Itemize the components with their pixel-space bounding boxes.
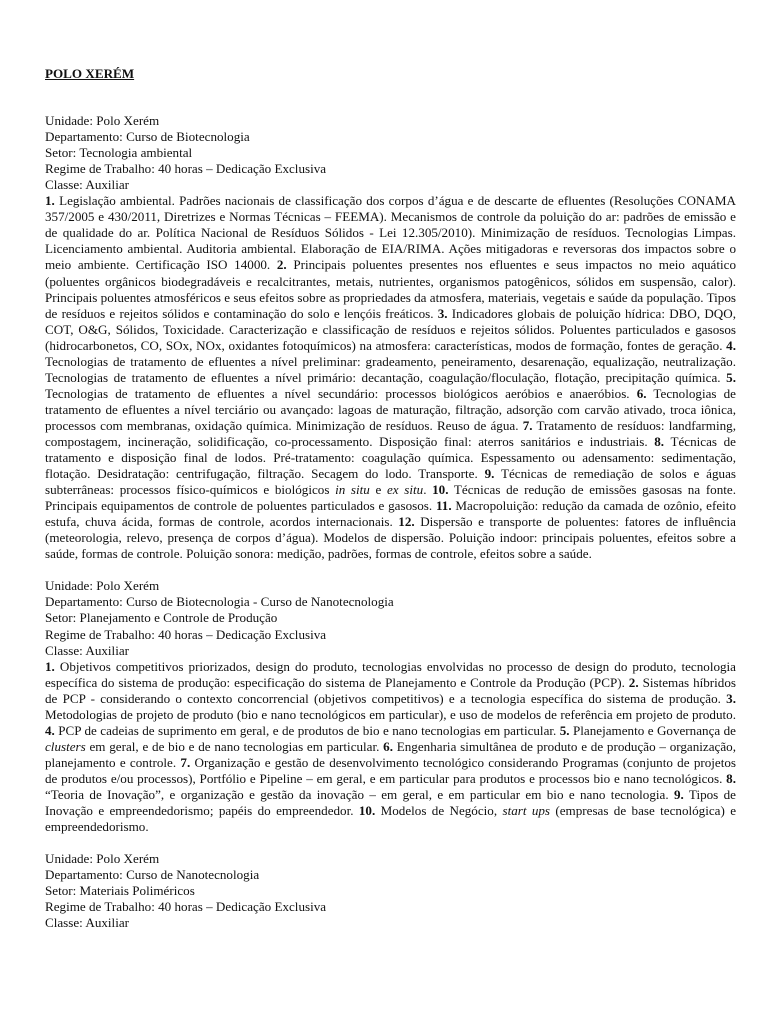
item-text: Engenharia simultânea de produto e de produção – organização, planejamento e controle. <box>45 738 736 770</box>
item-number: 7. <box>180 754 191 770</box>
item-text: Principais poluentes presentes nos efluentes e seus impactos no meio aquático (poluentes orgânicos biodegradáveis e recalcitrantes, metais, nutrientes, organismos patogênicos, sólidos em suspensão, calor). Principais poluentes atmosféricos e seus efeitos sobre as propriedades da atmosfera, materiais, vegetais e saúde da população. Tipos de resíduos e rejeitos sólidos e contaminação do solo e lençóis freáticos. <box>45 257 736 321</box>
position-block-1 <box>45 113 736 562</box>
item-text: Planejamento e Governança de <box>569 722 736 738</box>
item-text: Tecnologias de tratamento de efluentes a nível preliminar: gradeamento, peneiramento, desarenação, equalização, neutralização. Tecnologias de tratamento de efluentes a nível primário: decantação, coagulação/floculação, flotação, precipitação química. <box>45 353 736 385</box>
item-text: Tratamento de resíduos: landfarming, compostagem, incineração, solidificação, co-processamento. Disposição final: aterros sanitários e industriais. <box>45 417 736 449</box>
item-number: 6. <box>636 385 647 401</box>
classe-line: Classe: Auxiliar <box>45 642 130 658</box>
regime-line: Regime de Trabalho: 40 horas – Dedicação Exclusiva <box>45 626 327 642</box>
item-number: 3. <box>726 690 736 706</box>
item-text: Tecnologias de tratamento de efluentes a nível terciário ou avançado: lagoas de maturação, filtração, adsorção com carvão ativado, troca iônica, processos com membranas, oxidação química. Minimização de resíduos. Reuso de água. <box>45 385 736 433</box>
item-text: e <box>369 482 387 498</box>
departamento-line: Departamento: Curso de Nanotecnologia <box>45 867 260 883</box>
item-number: 4. <box>726 337 736 353</box>
item-text: Técnicas de remediação de solos e águas subterrâneas: processos físico-químicos e biológicos <box>45 466 736 498</box>
unidade-line: Unidade: Polo Xerém <box>45 113 160 129</box>
unidade-line: Unidade: Polo Xerém <box>45 851 160 867</box>
regime-line: Regime de Trabalho: 40 horas – Dedicação Exclusiva <box>45 899 327 915</box>
item-text: Tipos de Inovação e empreendedorismo; papéis do empreendedor. <box>45 786 736 819</box>
item-text: Organização e gestão de desenvolvimento tecnológico considerando Programas (conjunto de projetos de produtos e/ou processos), Portfólio e Pipeline – em geral, e em particular para produtos e processos bio e nano tecnológicos. <box>45 754 736 786</box>
item-text: Indicadores globais de poluição hídrica: DBO, DQO, COT, O&G, Sólidos, Toxicidade. Caracterização e classificação de resíduos e rejeitos sólidos. Poluentes particulados e gasosos (hidrocarbonetos, CO, SOx, NOx, oxidantes fotoquímicos) na atmosfera: características, modos de formação, fontes de geração. <box>45 305 736 353</box>
item-number: 10. <box>432 482 449 498</box>
item-number: 9. <box>673 786 684 802</box>
item-text: Dispersão e transporte de poluentes: fatores de influência (meteorologia, relevo, presença de corpos d’água). Modelos de dispersão. Poluição indoor: principais poluentes, efeitos sobre a saúde, formas de controle. Poluição sonora: medição, padrões, formas de controle, efeitos sobre a saúde. <box>45 514 736 562</box>
item-number: 10. <box>358 803 376 819</box>
page-title: POLO XERÉM <box>45 66 135 81</box>
item-text: (empresas de base tecnológica) e empreendedorismo. <box>45 803 737 835</box>
item-text: Tecnologias de tratamento de efluentes a nível secundário: processos biológicos aeróbios e anaeróbios. <box>45 385 637 401</box>
syllabus-paragraph <box>45 193 736 562</box>
unidade-line: Unidade: Polo Xerém <box>45 578 160 594</box>
item-number: 2. <box>628 674 639 690</box>
item-text: Macropoluição: redução da camada de ozônio, efeito estufa, chuva ácida, formas de controle, acordos internacionais. <box>45 498 736 530</box>
item-number: 6. <box>383 738 393 754</box>
regime-line: Regime de Trabalho: 40 horas – Dedicação Exclusiva <box>45 161 327 177</box>
item-text: Técnicas de tratamento e disposição final de lodos. Pré-tratamento: coagulação química. Espessamento ou adensamento: sedimentação, flotação. Desidratação: centrifugação, filtração. Secagem do lodo. Transporte. <box>45 433 736 482</box>
item-text: . <box>423 482 433 498</box>
setor-line: Setor: Materiais Poliméricos <box>45 883 195 899</box>
italic-term: clusters <box>45 738 86 754</box>
item-number: 4. <box>45 722 55 738</box>
item-number: 3. <box>437 305 448 321</box>
item-text: Legislação ambiental. Padrões nacionais de classificação dos corpos d’água e de descarte de efluentes (Resoluções CONAMA 357/2005 e 430/2011, Diretrizes e Normas Técnicas – FEEMA). Mecanismos de controle da poluição do ar: padrões de emissão e de qualidade do ar. Política Nacional de Resíduos Sólidos - Lei 12.305/2010). Minimização de resíduos. Tecnologias Limpas. Licenciamento ambiental. Auditoria ambiental. Elaboração de EIA/RIMA. Ações mitigadoras e reversoras dos impactos sobre o meio ambiente. Certificação ISO 14000. <box>45 193 736 273</box>
item-text: em geral, e de bio e de nano tecnologias em particular. <box>85 738 384 754</box>
classe-line: Classe: Auxiliar <box>45 177 130 193</box>
item-number: 1. <box>45 658 55 674</box>
item-text: Metodologias de projeto de produto (bio e nano tecnológicos em particular), e uso de modelos de referência em projeto de produto. <box>45 706 736 722</box>
position-block-2 <box>45 578 736 835</box>
departamento-line: Departamento: Curso de Biotecnologia <box>45 129 250 145</box>
item-number: 5. <box>726 369 736 385</box>
italic-term: start ups <box>502 803 551 819</box>
item-number: 5. <box>559 722 570 738</box>
item-text: Objetivos competitivos priorizados, design do produto, tecnologias envolvidas no processo de design do produto, tecnologia específica do sistema de produção: especificação do sistema de Planejamento e Controle da Produção (PCP). <box>45 658 736 690</box>
departamento-line: Departamento: Curso de Biotecnologia - Curso de Nanotecnologia <box>45 594 394 610</box>
item-number: 8. <box>654 433 665 449</box>
item-text: Modelos de Negócio, <box>375 803 503 819</box>
setor-line: Setor: Planejamento e Controle de Produção <box>45 610 278 626</box>
item-text: Técnicas de redução de emissões gasosas na fonte. Principais equipamentos de controle de poluentes particulados e gasosos. <box>45 482 736 514</box>
item-text: PCP de cadeias de suprimento em geral, e de produtos de bio e nano tecnologias em particular. <box>54 722 560 738</box>
item-number: 12. <box>398 514 415 530</box>
item-number: 9. <box>484 466 495 482</box>
setor-line: Setor: Tecnologia ambiental <box>45 145 193 161</box>
classe-line: Classe: Auxiliar <box>45 915 130 931</box>
italic-term: ex situ <box>386 482 424 498</box>
syllabus-paragraph <box>45 659 736 836</box>
item-number: 1. <box>45 193 55 209</box>
item-number: 2. <box>276 257 287 273</box>
item-number: 7. <box>522 417 533 433</box>
item-text: Sistemas híbridos de PCP - considerando o contexto concorrencial (objetivos competitivos) e a tecnologia específica do sistema de produção. <box>45 674 736 706</box>
item-text: “Teoria de Inovação”, e organização e gestão da inovação – em geral, e em particular em bio e nano tecnologia. <box>45 786 674 802</box>
item-number: 8. <box>726 770 736 786</box>
position-block-3 <box>45 851 736 931</box>
italic-term: in situ <box>335 482 370 498</box>
item-number: 11. <box>435 498 452 514</box>
